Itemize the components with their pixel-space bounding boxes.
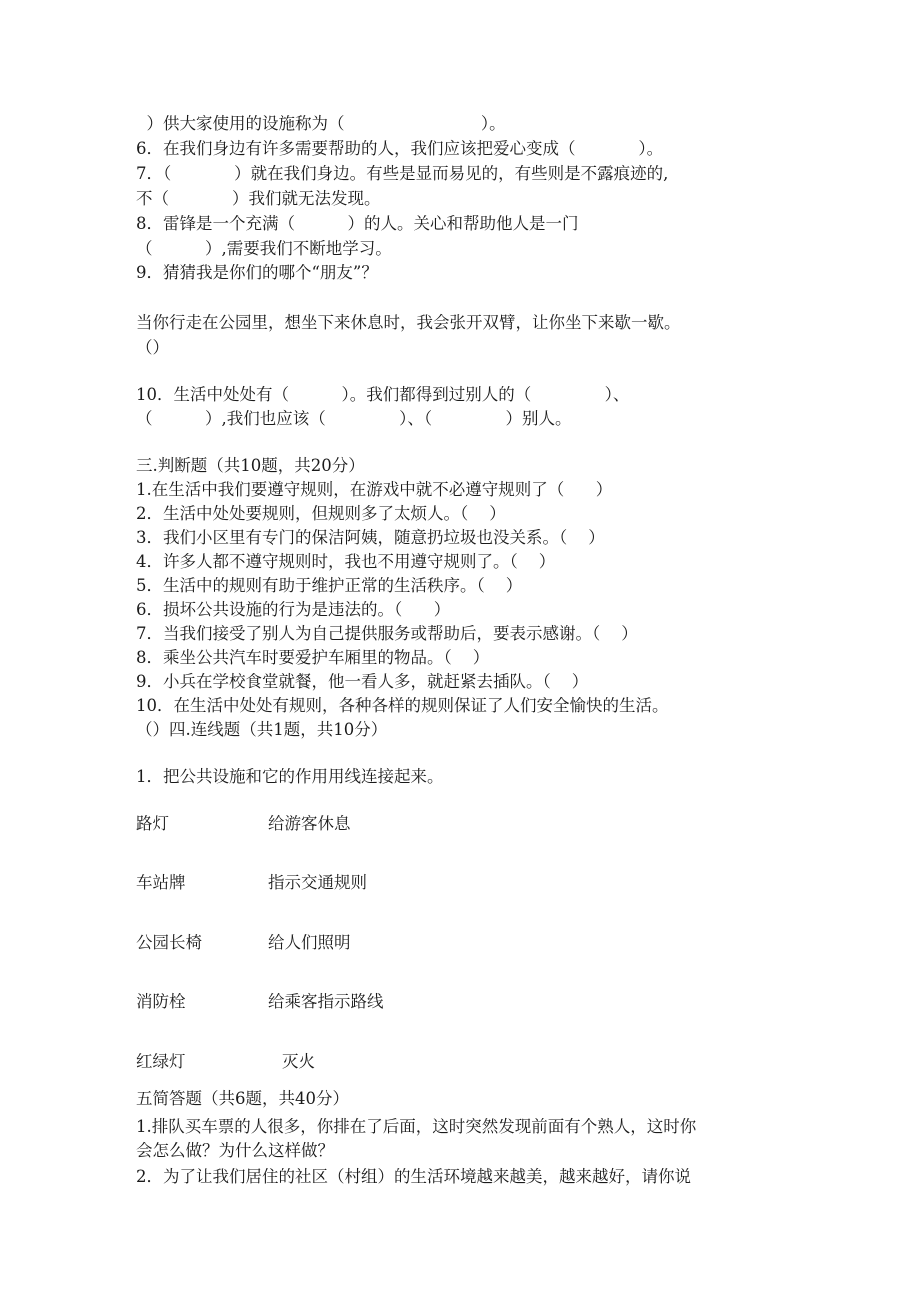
tf-item-5: 5．生活中的规则有助于维护正常的生活秩序。（ ） xyxy=(136,576,523,595)
tf-item-4: 4．许多人都不遵守规则时，我也不用遵守规则了。（ ） xyxy=(136,552,556,571)
match-left-3: 公园长椅 xyxy=(136,933,202,952)
q10-line1: 10．生活中处处有（ ）。我们都得到过别人的（ ）、 xyxy=(136,385,630,404)
tf-item-7: 7．当我们接受了别人为自己提供服务或帮助后，要表示感谢。（ ） xyxy=(136,624,638,643)
q8-line2: （ ）,需要我们不断地学习。 xyxy=(136,239,392,258)
matching-q1: 1．把公共设施和它的作用用线连接起来。 xyxy=(136,767,444,786)
q7-line1: 7．（ ）就在我们身边。有些是显而易见的，有些则是不露痕迹的, xyxy=(136,164,669,183)
match-left-2: 车站牌 xyxy=(136,873,186,892)
tf-item-9: 9．小兵在学校食堂就餐，他一看人多，就赶紧去插队。（ ） xyxy=(136,672,589,691)
tf-item-1: 1.在生活中我们要遵守规则，在游戏中就不必遵守规则了（ ） xyxy=(136,480,613,499)
tf-item-10-tail-and-matching-heading: （）四.连线题（共1题，共10分） xyxy=(136,720,388,739)
match-left-5: 红绿灯 xyxy=(136,1052,186,1071)
match-right-1: 给游客休息 xyxy=(268,814,351,833)
q10-line2: （ ）,我们也应该（ ）、（ ）别人。 xyxy=(136,409,572,428)
match-right-5: 灭火 xyxy=(282,1052,315,1071)
q8-line1: 8．雷锋是一个充满（ ）的人。关心和帮助他人是一门 xyxy=(136,214,579,233)
tf-item-10: 10．在生活中处处有规则，各种各样的规则保证了人们安全愉快的生活。 xyxy=(136,696,669,715)
q9: 9．猜猜我是你们的哪个“朋友”？ xyxy=(136,263,378,282)
match-right-2: 指示交通规则 xyxy=(268,873,367,892)
q9-riddle: 当你行走在公园里，想坐下来休息时，我会张开双臂，让你坐下来歇一歇。 xyxy=(136,313,681,332)
tf-item-2: 2．生活中处处要规则，但规则多了太烦人。（ ） xyxy=(136,504,506,523)
section-heading-short-answer: 五简答题（共6题，共40分） xyxy=(136,1089,349,1108)
q9-answer: （） xyxy=(136,338,169,357)
match-left-1: 路灯 xyxy=(136,814,169,833)
q5-tail: ）供大家使用的设施称为（ ）。 xyxy=(136,114,506,133)
tf-item-3: 3．我们小区里有专门的保洁阿姨，随意扔垃圾也没关系。（ ） xyxy=(136,528,605,547)
match-right-4: 给乘客指示路线 xyxy=(268,992,384,1011)
match-right-3: 给人们照明 xyxy=(268,933,351,952)
sa-q1-line1: 1.排队买车票的人很多，你排在了后面，这时突然发现前面有个熟人，这时你 xyxy=(136,1117,697,1136)
tf-item-6: 6．损坏公共设施的行为是违法的。（ ） xyxy=(136,600,451,619)
q7-line2: 不（ ）我们就无法发现。 xyxy=(136,189,381,208)
match-left-4: 消防栓 xyxy=(136,992,186,1011)
tf-item-8: 8．乘坐公共汽车时要爱护车厢里的物品。（ ） xyxy=(136,648,490,667)
section-heading-true-false: 三.判断题（共10题，共20分） xyxy=(136,456,365,475)
sa-q1-line2: 会怎么做？为什么这样做？ xyxy=(136,1141,334,1160)
sa-q2-line1: 2．为了让我们居住的社区（村组）的生活环境越来越美，越来越好，请你说 xyxy=(136,1167,691,1186)
q6: 6．在我们身边有许多需要帮助的人，我们应该把爱心变成（ ）。 xyxy=(136,139,664,158)
